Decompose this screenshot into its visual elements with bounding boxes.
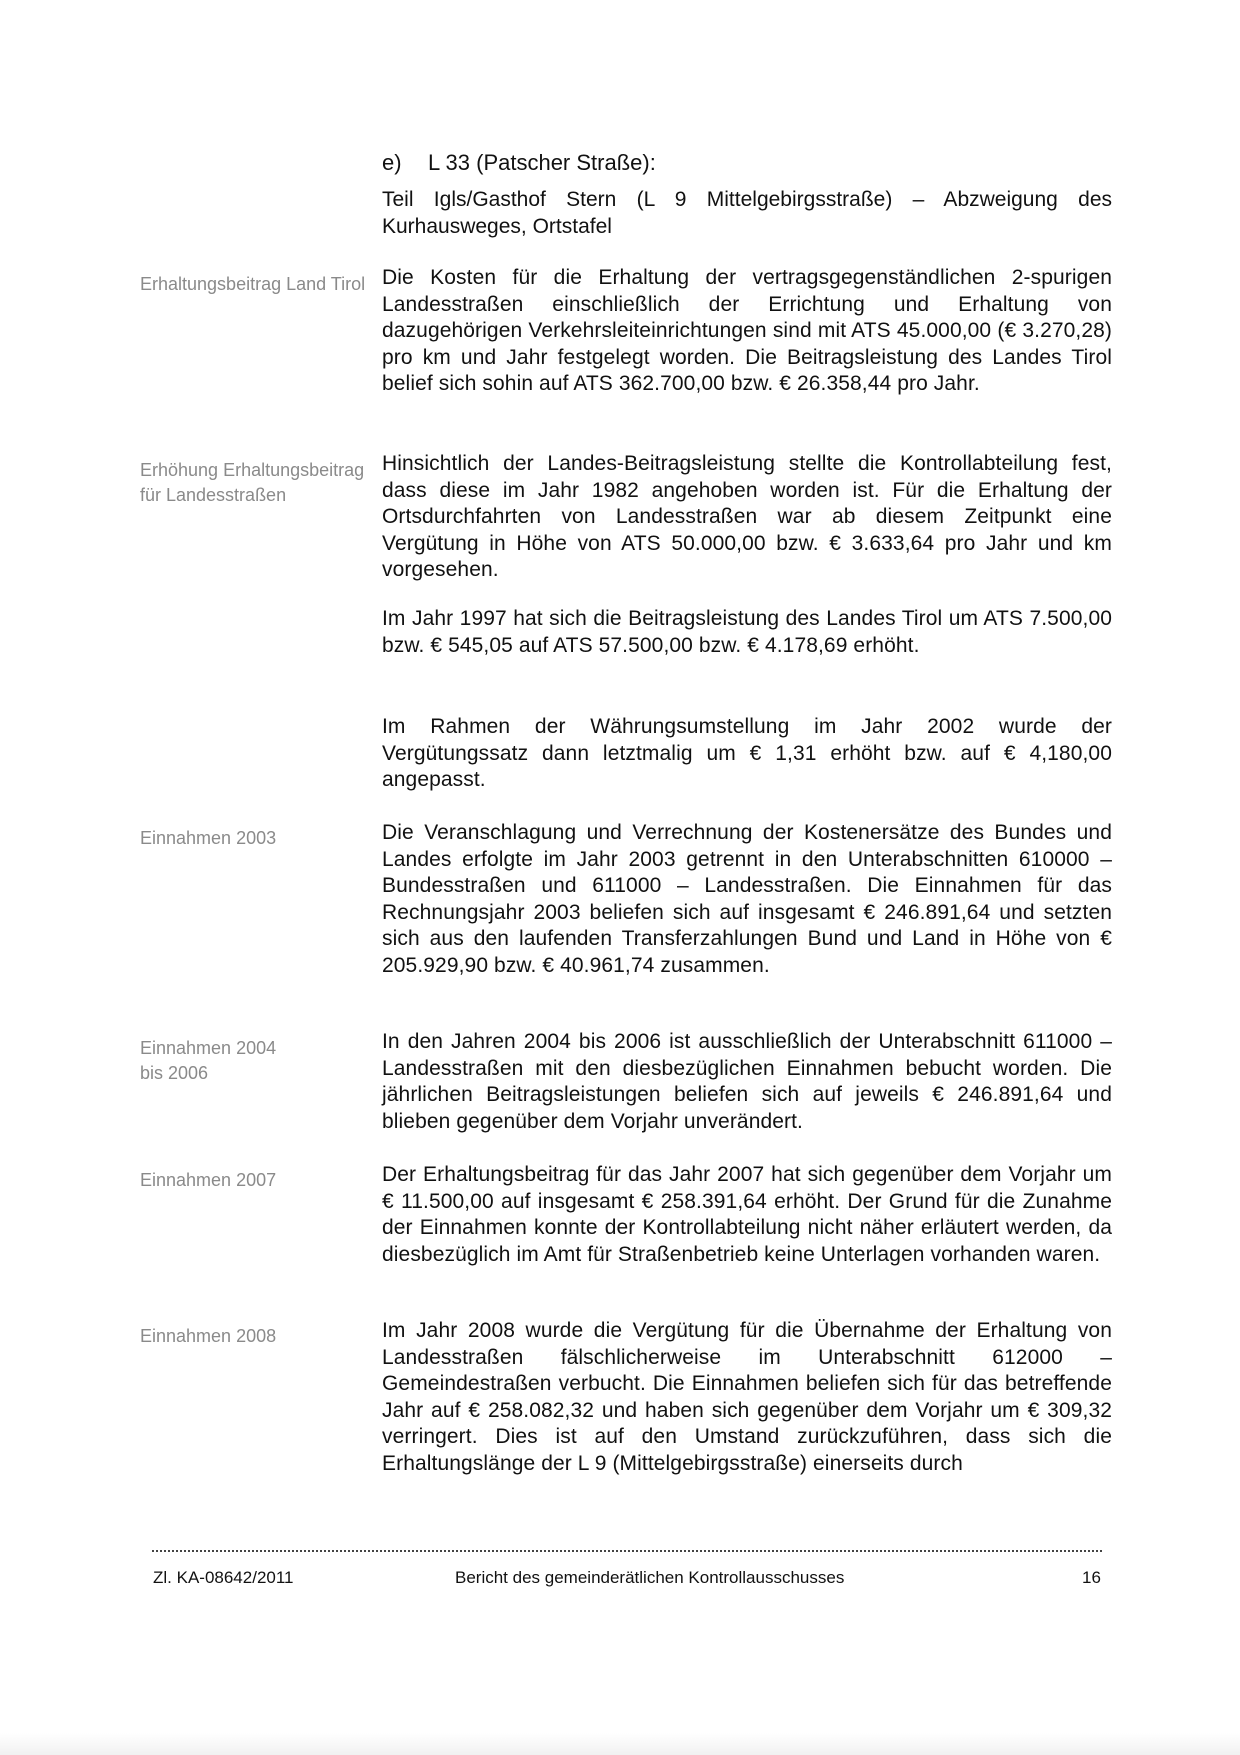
margin-note-erhoehung: Erhöhung Erhaltungsbeitrag für Landesstraßen xyxy=(140,460,365,505)
margin-note-erhaltungsbeitrag: Erhaltungsbeitrag Land Tirol xyxy=(140,274,366,294)
page-number: 16 xyxy=(1082,1568,1101,1587)
paragraph-erhaltungsbeitrag: Die Kosten für die Erhaltung der vertragsgegenständlichen 2-spurigen Landesstraßen einschließlich der Errichtung und Erhaltung von dazugehörigen Verkehrsleiteinrichtungen sind mit ATS 45.000,00 (€ 3.270,28) pro km und Jahr festgelegt worden. Die Beitragsleistung des Landes Tirol belief sich sohin auf ATS 362.700,00 bzw. € 26.358,44 pro Jahr. xyxy=(382,266,1112,395)
footer-divider xyxy=(152,1550,1102,1552)
footer-reference: Zl. KA-08642/2011 xyxy=(153,1568,294,1587)
margin-note-einnahmen-2004-2006: Einnahmen 2004 bis 2006 xyxy=(140,1038,277,1083)
margin-note-einnahmen-2003: Einnahmen 2003 xyxy=(140,828,277,848)
section-heading xyxy=(382,150,656,176)
paragraph-2002: Im Rahmen der Währungsumstellung im Jahr 2002 wurde der Vergütungssatz dann letztmalig um € 1,31 erhöht bzw. auf € 4,180,00 angepasst. xyxy=(382,715,1112,791)
margin-note-einnahmen-2007: Einnahmen 2007 xyxy=(140,1170,277,1190)
road-segment-description: Teil Igls/Gasthof Stern (L 9 Mittelgebirgsstraße) – Abzweigung des Kurhausweges, Ortstafel xyxy=(382,188,1112,238)
paragraph-einnahmen-2004-2006: In den Jahren 2004 bis 2006 ist ausschließlich der Unterabschnitt 611000 – Landesstraßen mit den diesbezüglichen Einnahmen bebucht worden. Die jährlichen Beitragsleistungen beliefen sich auf jeweils € 246.891,64 und blieben gegenüber dem Vorjahr unverändert. xyxy=(382,1030,1112,1133)
paragraph-erhoehung: Hinsichtlich der Landes-Beitragsleistung stellte die Kontrollabteilung fest, dass diese im Jahr 1982 angehoben worden ist. Für die Erhaltung der Ortsdurchfahrten von Landesstraßen war ab diesem Zeitpunkt eine Vergütung in Höhe von ATS 50.000,00 bzw. € 3.633,64 pro Jahr und km vorgesehen. xyxy=(382,452,1112,581)
paragraph-1997: Im Jahr 1997 hat sich die Beitragsleistung des Landes Tirol um ATS 7.500,00 bzw. € 545,05 auf ATS 57.500,00 bzw. € 4.178,69 erhöht. xyxy=(382,607,1112,657)
paragraph-einnahmen-2003: Die Veranschlagung und Verrechnung der Kostenersätze des Bundes und Landes erfolgte im Jahr 2003 getrennt in den Unterabschnitten 610000 – Bundesstraßen und 611000 – Landesstraßen. Die Einnahmen für das Rechnungsjahr 2003 beliefen sich auf insgesamt € 246.891,64 und setzten sich aus den laufenden Transferzahlungen Bund und Land in Höhe von € 205.929,90 bzw. € 40.961,74 zusammen. xyxy=(382,821,1112,977)
scan-edge xyxy=(0,1733,1240,1755)
section-number: e) xyxy=(382,150,402,175)
paragraph-einnahmen-2008: Im Jahr 2008 wurde die Vergütung für die Übernahme der Erhaltung von Landesstraßen fälschlicherweise im Unterabschnitt 612000 – Gemeindestraßen verbucht. Die Einnahmen beliefen sich für das betreffende Jahr auf € 258.082,32 und haben sich gegenüber dem Vorjahr um € 309,32 verringert. Dies ist auf den Umstand zurückzuführen, dass sich die Erhaltungslänge der L 9 (Mittelgebirgsstraße) einerseits durch xyxy=(382,1319,1112,1475)
margin-note-einnahmen-2008: Einnahmen 2008 xyxy=(140,1326,277,1346)
footer-report-title: Bericht des gemeinderätlichen Kontrollausschusses xyxy=(455,1568,845,1587)
section-title: L 33 (Patscher Straße): xyxy=(428,150,656,175)
paragraph-einnahmen-2007: Der Erhaltungsbeitrag für das Jahr 2007 hat sich gegenüber dem Vorjahr um € 11.500,00 auf insgesamt € 258.391,64 erhöht. Der Grund für die Zunahme der Einnahmen konnte der Kontrollabteilung nicht näher erläutert werden, da diesbezüglich im Amt für Straßenbetrieb keine Unterlagen vorhanden waren. xyxy=(382,1163,1112,1266)
